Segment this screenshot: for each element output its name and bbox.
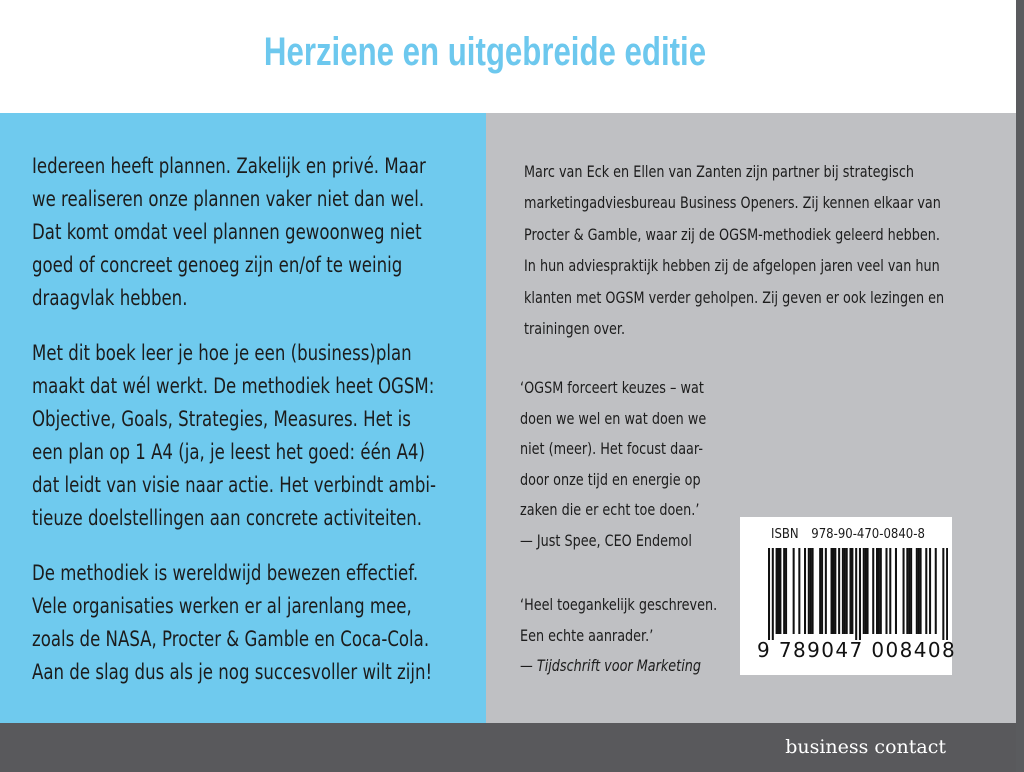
quote-line: ‘Heel toegankelijk geschreven. [520, 595, 718, 614]
barcode-bar [889, 548, 891, 634]
isbn-label: ISBN [771, 527, 799, 542]
barcode-bar [785, 548, 787, 634]
barcode-bar [859, 548, 861, 640]
quote-attribution [520, 651, 717, 682]
quote-tijdschrift [520, 590, 717, 682]
blurb-line: goed of concreet genoeg zijn en/of te weinig [32, 253, 403, 277]
author-bio [524, 156, 944, 344]
barcode-bar [808, 548, 810, 634]
barcode-bar [855, 548, 857, 640]
blurb-line: draagvlak hebben. [32, 286, 188, 310]
barcode-bar [821, 548, 823, 634]
barcode-bar [798, 548, 800, 634]
footer-bar [0, 723, 1016, 772]
barcode-bar [849, 548, 851, 634]
blurb-line: Dat komt omdat veel plannen gewoonweg niet [32, 220, 422, 244]
barcode-bar [918, 548, 920, 634]
barcode-bar [832, 548, 834, 634]
quote-line: door onze tijd en energie op [520, 469, 701, 489]
barcode-digits: 9 789047 008408 [757, 638, 957, 662]
blurb-line: De methodiek is wereldwijd bewezen effectief. [32, 561, 419, 585]
blurb-line: Aan de slag dus als je nog succesvoller wilt zijn! [32, 660, 433, 684]
barcode-bar [846, 548, 848, 634]
barcode-bar [935, 548, 937, 634]
barcode-bar [872, 548, 874, 634]
isbn-line [771, 527, 925, 542]
blurb-line: dat leidt van visie naar actie. Het verbindt ambi- [32, 473, 436, 497]
attribution-dash: — [520, 656, 537, 675]
blurb-line: we realiseren onze plannen vaker niet dan wel. [32, 187, 425, 211]
edition-title: Herziene en uitgebreide editie [263, 30, 707, 74]
blurb-line: Objective, Goals, Strategies, Measures. Het is [32, 407, 411, 431]
barcode-bar [772, 548, 774, 640]
attribution-dash: — [520, 530, 537, 550]
quote-line: Een echte aanrader.’ [520, 625, 654, 645]
barcode-bar [863, 548, 865, 634]
barcode-image [768, 548, 948, 640]
quote-line: doen we wel en wat doen we [520, 408, 707, 428]
barcode-bar [783, 548, 785, 634]
blurb-line: Met dit boek leer je hoe je een (business)plan [32, 341, 412, 365]
isbn-number: 978-90-470-0840-8 [811, 527, 925, 542]
barcode-bar [929, 548, 931, 634]
barcode-bar [838, 548, 840, 634]
barcode-bar [834, 548, 836, 634]
bio-line: klanten met OGSM verder geholpen. Zij geven er ook lezingen en [524, 287, 945, 307]
bio-line: Procter & Gamble, waar zij de OGSM-methodiek geleerd hebben. [524, 224, 940, 244]
header [0, 0, 1016, 113]
publisher-logo: business contact [785, 736, 946, 758]
bio-line: marketingadviesbureau Business Openers. Zij kennen elkaar van [524, 193, 941, 213]
barcode-bar [867, 548, 869, 634]
barcode-bar [779, 548, 781, 634]
blurb-line: Iedereen heeft plannen. Zakelijk en privé. Maar [32, 154, 426, 178]
bio-line: trainingen over. [524, 319, 626, 339]
blurb-paragraph-3 [32, 557, 459, 689]
barcode-bar [946, 548, 948, 640]
barcode-bar [825, 548, 827, 634]
barcode-bar [768, 548, 770, 640]
barcode-bar [903, 548, 905, 634]
barcode-bar [844, 548, 846, 634]
barcode-bar [916, 548, 918, 634]
blurb-line: een plan op 1 A4 (ja, je leest het goed: één A4) [32, 440, 425, 464]
barcode-bar [885, 548, 887, 634]
barcode-bar [920, 548, 922, 634]
barcode-bar [812, 548, 814, 634]
barcode-bar [925, 548, 927, 634]
barcode-bar [865, 548, 867, 634]
blurb-line: tieuze doelstellingen aan concrete activiteiten. [32, 506, 423, 530]
blurb-line: maakt dat wél werkt. De methodiek heet OGSM: [32, 374, 435, 398]
blurb-line: Vele organisaties werken er al jarenlang mee, [32, 594, 412, 618]
barcode-bar [908, 548, 910, 634]
quote-line: niet (meer). Het focust daar- [520, 439, 703, 458]
barcode-bar [910, 548, 912, 634]
attribution-source: Tijdschrift voor Marketing [536, 656, 701, 675]
attribution-source: Just Spee, CEO Endemol [536, 530, 692, 550]
quote-line: zaken die er echt toe doen.’ [520, 500, 700, 519]
barcode-bar [842, 548, 844, 634]
barcode-bar [851, 548, 853, 634]
barcode-bar [810, 548, 812, 634]
blurb-line: zoals de NASA, Procter & Gamble en Coca-Cola. [32, 627, 430, 651]
barcode-bar [776, 548, 778, 634]
barcode-bar [819, 548, 821, 634]
blurb-paragraph-2 [32, 337, 459, 535]
barcode-bar [878, 548, 880, 634]
barcode-bar [942, 548, 944, 640]
barcode-bar [880, 548, 882, 634]
quote-line: ‘OGSM forceert keuzes – wat [520, 378, 704, 397]
barcode-bar [793, 548, 795, 634]
quote-endemol [520, 373, 706, 556]
barcode-bar [906, 548, 908, 634]
barcode-bar [804, 548, 806, 634]
barcode-bar [876, 548, 878, 634]
bio-line: In hun adviespraktijk hebben zij de afgelopen jaren veel van hun [524, 256, 940, 276]
barcode-bar [895, 548, 897, 634]
bio-line: Marc van Eck en Ellen van Zanten zijn partner bij strategisch [524, 162, 914, 181]
quote-attribution [520, 526, 706, 557]
blurb-paragraph-1 [32, 150, 459, 315]
right-edge-strip [1016, 0, 1024, 772]
barcode-bar [831, 548, 833, 634]
barcode-bar [777, 548, 779, 634]
